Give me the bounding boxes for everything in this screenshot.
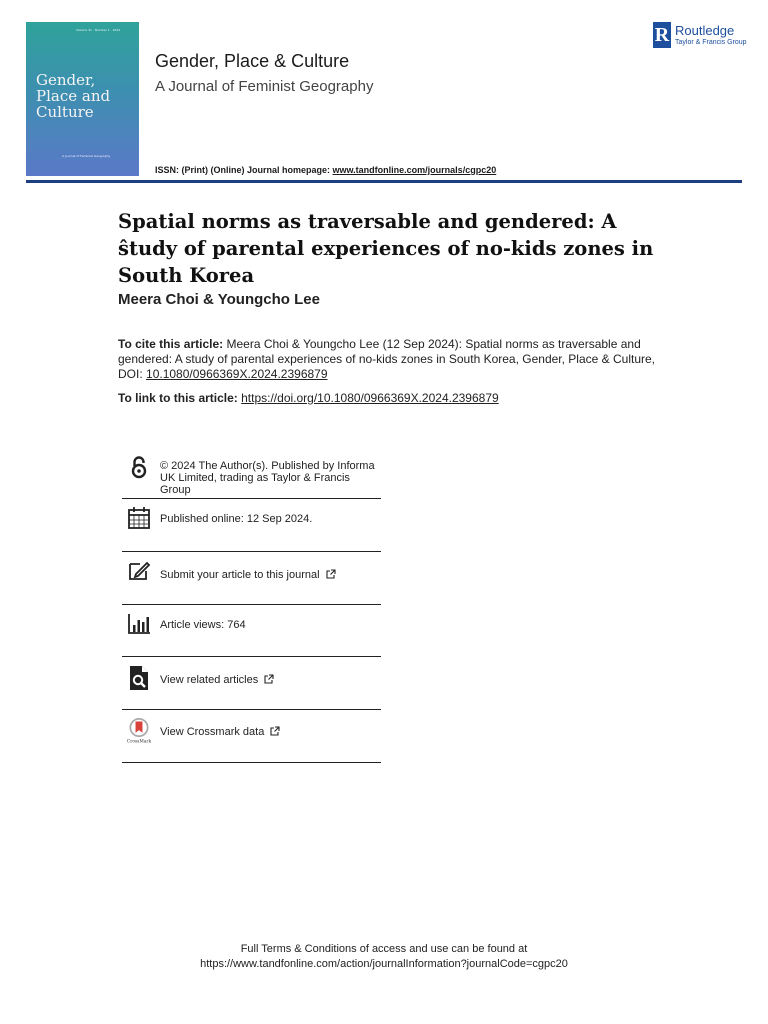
header-divider <box>26 180 742 183</box>
views-text: Article views: 764 <box>160 619 246 631</box>
cite-text: Meera Choi & Youngcho Lee (12 Sep 2024): Spatial norms as traversable and gendered: A study of parental experiences of no-kids zones in South Korea, Gender, Place & Culture, DOI: <box>118 337 655 381</box>
edit-icon <box>126 558 152 584</box>
views-row <box>122 605 381 657</box>
published-row <box>122 499 381 552</box>
journal-subtitle: A Journal of Feminist Geography <box>155 78 374 95</box>
external-link-icon <box>326 569 336 579</box>
cite-label: To cite this article: <box>118 337 224 351</box>
issn-prefix: ISSN: (Print) (Online) Journal homepage: <box>155 165 333 175</box>
footer-line-1: Full Terms & Conditions of access and use can be found at <box>240 943 528 955</box>
published-text: Published online: 12 Sep 2024. <box>160 513 313 525</box>
related-row[interactable] <box>122 657 381 710</box>
related-search-icon <box>126 665 152 691</box>
journal-homepage-link[interactable]: www.tandfonline.com/journals/cgpc20 <box>332 165 497 175</box>
routledge-logo-icon: R <box>654 24 670 46</box>
submit-link[interactable]: Submit your article to this journal <box>160 569 320 581</box>
open-access-icon <box>126 454 152 480</box>
link-label: To link to this article: <box>118 391 242 405</box>
article-doi-link[interactable]: https://doi.org/10.1080/0966369X.2024.2396879 <box>241 391 499 405</box>
license-text: © 2024 The Author(s). Published by Informa UK Limited, trading as Taylor & Francis Group <box>160 460 375 496</box>
external-link-icon <box>270 726 280 736</box>
page-footer <box>0 942 768 972</box>
article-authors: Meera Choi & Youngcho Lee <box>118 291 320 308</box>
external-link-icon <box>264 674 274 684</box>
cover-title: Gender, Place and Culture <box>36 71 111 121</box>
crossmark-label: CrossMark <box>126 739 152 744</box>
citation-block <box>118 337 658 382</box>
crossmark-row[interactable] <box>122 710 381 763</box>
cover-topline: Volume 31 · Number 1 · 2024 <box>76 28 121 32</box>
calendar-icon <box>126 505 152 531</box>
cite-doi-link[interactable]: 10.1080/0966369X.2024.2396879 <box>146 367 328 381</box>
journal-cover <box>26 22 139 176</box>
crossmark-icon <box>126 718 152 744</box>
footer-terms-link[interactable]: https://www.tandfonline.com/action/journalInformation?journalCode=cgpc20 <box>200 958 568 970</box>
cover-subtitle: A Journal of Feminist Geography <box>62 154 111 158</box>
license-row <box>122 450 381 499</box>
submit-row[interactable] <box>122 552 381 605</box>
issn-line <box>155 165 496 175</box>
journal-name: Gender, Place & Culture <box>155 51 350 71</box>
article-meta-list <box>122 450 381 763</box>
article-title: Spatial norms as traversable and gendered: A ŝtudy of parental experiences of no-kids zones in South Korea <box>118 210 654 287</box>
publisher-name: Routledge <box>675 23 735 38</box>
publisher-logo <box>653 22 749 52</box>
bar-chart-icon <box>126 611 152 637</box>
related-link[interactable]: View related articles <box>160 674 259 686</box>
link-block <box>118 391 499 405</box>
crossmark-link[interactable]: View Crossmark data <box>160 726 265 738</box>
publisher-tagline: Taylor & Francis Group <box>675 39 747 46</box>
